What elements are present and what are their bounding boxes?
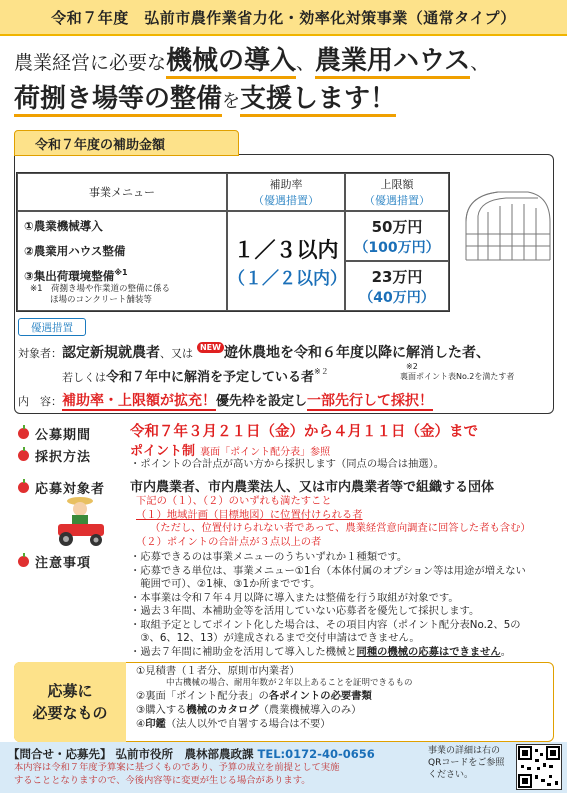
- headline-comma2: 、: [470, 52, 490, 74]
- required-item-1: ①見積書（１者分、原則市内業者）: [136, 665, 300, 677]
- table-limit-cell-1: [345, 211, 449, 261]
- note-last-a: ・過去７年間に補助金を活用して導入した機械と: [130, 645, 357, 658]
- note-item-last: [130, 646, 526, 660]
- apple-icon: [18, 556, 29, 567]
- notes-label-row: [18, 552, 91, 571]
- footer-tel[interactable]: TEL:0172-40-0656: [257, 747, 375, 761]
- required-label-2: 必要なもの: [32, 704, 108, 722]
- footer-contact: [8, 746, 375, 762]
- headline-line2: [14, 82, 396, 119]
- eligible-cond-head: 下記の（１）、（２）のいずれも満たすこと: [136, 495, 332, 507]
- target-idle-land: 遊休農地を令和６年度以降に解消した者、: [223, 345, 490, 361]
- note-item: ・本事業は令和７年４月以降に導入または整備を行う取組が対象です。: [130, 591, 459, 604]
- application-period: 令和７年３月２１日（金）から４月１１日（金）まで: [130, 424, 478, 440]
- footer-disclaimer-2: することとなりますので、今後内容等に変更が生じる場合があります。: [14, 774, 311, 786]
- target-label: 対象者：: [18, 347, 62, 360]
- required-item-3c: （農業機械導入のみ）: [258, 704, 362, 716]
- note-item: ・取組予定としてポイント化した場合は、その項目内容（ポイント配分表No.2、5の: [130, 618, 521, 631]
- subsidy-tab-label: 令和７年度の補助金額: [35, 137, 166, 153]
- headline-support: 支援します！: [240, 84, 396, 117]
- footer-qr-text-2: QRコードをご参照: [428, 758, 505, 768]
- label-method: 採択方法: [35, 450, 92, 465]
- note-item: ・過去３年間、本補助金等を活用していない応募者を優先して採択します。: [130, 605, 480, 617]
- headline-wo: を: [222, 91, 241, 112]
- headline-line1: [14, 46, 489, 78]
- eligible-main: 市内農業者、市内農業法人、又は市内農業者等で組織する団体: [130, 480, 495, 495]
- headline-facility: 荷捌き場等の整備: [14, 84, 222, 117]
- menu-note-1: ※1 荷捌き場や作業道の整備に係る: [30, 284, 171, 294]
- menu-item-facility: ③集出荷環境整備: [24, 269, 115, 283]
- table-rate-cell: [227, 211, 345, 311]
- required-item-4b: 印鑑: [145, 718, 166, 730]
- table-header-limit: [345, 173, 449, 211]
- note-item: 範囲で可）、②1棟、③1か所までです。: [130, 578, 321, 590]
- table-header-menu: [17, 173, 227, 211]
- note-item: ③、6、12、13）が達成されるまで交付申請はできません。: [130, 632, 420, 644]
- footer-disclaimer: [14, 762, 339, 787]
- required-item-4a: ④: [136, 718, 146, 730]
- footer-office: 弘前市役所 農林部農政課: [115, 747, 254, 761]
- header-menu-label: 事業メニュー: [89, 186, 155, 199]
- qr-code-icon[interactable]: [516, 744, 562, 790]
- apple-icon: [18, 428, 29, 439]
- required-list: [136, 664, 413, 731]
- headline-text: 農業経営に必要な: [14, 52, 167, 74]
- content-expanded: 補助率・上限額が拡充！: [62, 393, 216, 409]
- required-item-2b: 各ポイントの必要書類: [268, 690, 372, 702]
- rate-value: １／３以内: [233, 237, 339, 262]
- preferential-badge-label: 優遇措置: [31, 321, 73, 334]
- tractor-icon: [52, 494, 110, 548]
- header-limit-sub: （優遇措置）: [364, 194, 430, 207]
- required-label: [14, 662, 126, 742]
- content-line: [18, 390, 433, 410]
- footer-disclaimer-1: 本内容は令和７年度予算案に基づくものであり、予算の成立を前提として実施: [14, 762, 340, 773]
- target-mark: ※２: [314, 367, 329, 376]
- header-rate-sub: （優遇措置）: [253, 194, 319, 207]
- note-item: ・応募できる単位は、事業メニュー①1台（本体付属のオプション等は用途が増えない: [130, 564, 526, 577]
- rate-preferential: （１／２以内）: [228, 268, 347, 289]
- eligible-conditions: [136, 495, 531, 549]
- limit-value-2: 23万円: [371, 267, 423, 286]
- note-last-b: 同種の機械の応募はできません: [356, 645, 501, 658]
- label-period: 公募期間: [35, 428, 92, 443]
- limit-preferential-1: （100万円）: [354, 239, 440, 256]
- label-eligible: 応募対象者: [35, 482, 106, 497]
- subsidy-table: [16, 172, 450, 312]
- method-line: [130, 440, 330, 459]
- note-last-c: 。: [500, 645, 511, 658]
- apple-icon: [18, 450, 29, 461]
- content-label: 内 容：: [18, 395, 62, 408]
- new-badge: NEW: [197, 342, 224, 353]
- header-limit-label: 上限額: [380, 178, 414, 191]
- footer-qr-text-1: 事業の詳細は右の: [428, 746, 501, 756]
- label-notes: 注意事項: [35, 556, 92, 571]
- target-line-1: [18, 342, 490, 362]
- target-note-mark: ※2: [406, 362, 418, 371]
- eligible-cond-1: （１）地域計画（目標地図）に位置付けられる者: [136, 508, 363, 521]
- greenhouse-icon: [458, 182, 554, 266]
- eligible-cond-1-note: （ただし、位置付けられない者であって、農業経営意向調査に回答した者も含む）: [150, 522, 531, 534]
- required-label-1: 応募に: [47, 682, 93, 700]
- target-note-text: 裏面ポイント表No.2を満たす者: [400, 372, 515, 381]
- headline-comma: 、: [296, 52, 316, 74]
- footer-contact-label: 【問合せ・応募先】: [8, 747, 112, 761]
- method-point: ポイント制: [130, 444, 196, 459]
- note-item: ・応募できるのは事業メニューのうちいずれか１種類です。: [130, 551, 408, 563]
- headline-machine: 機械の導入: [166, 46, 296, 79]
- target-note: [400, 362, 514, 382]
- content-early: 一部先行して採択！: [307, 393, 434, 409]
- schedule-labels: [18, 424, 91, 465]
- limit-value-1: 50万円: [371, 217, 423, 236]
- required-item-3a: ③購入する: [136, 704, 187, 716]
- required-item-4c: （法人以外で自署する場合は不要）: [165, 718, 331, 730]
- target-new-farmer: 認定新規就農者: [62, 345, 160, 361]
- headline-house: 農業用ハウス: [315, 46, 470, 79]
- header-rate-label: 補助率: [269, 178, 303, 191]
- required-item-2a: ②裏面「ポイント配分表」の: [136, 690, 269, 702]
- method-note: ・ポイントの合計点が高い方から採択します（同点の場合は抽選）。: [130, 458, 445, 470]
- eligible-cond-2: （２）ポイントの合計点が３点以上の者: [136, 535, 322, 548]
- apple-icon: [18, 482, 29, 493]
- page-title: 令和７年度 弘前市農作業省力化・効率化対策事業（通常タイプ）: [0, 0, 567, 36]
- required-item-3b: 機械のカタログ: [186, 704, 259, 716]
- target-or: 、又は: [160, 347, 193, 360]
- target-planned: 令和７年中に解消を予定している者: [106, 370, 315, 385]
- method-ref: 裏面「ポイント配分表」参照: [200, 447, 331, 458]
- footer-qr-text: [428, 745, 504, 781]
- table-header-rate: [227, 173, 345, 211]
- required-item-1-note: 中古機械の場合、耐用年数が２年以上あることを証明できるもの: [166, 678, 413, 688]
- target-or2: 若しくは: [62, 371, 106, 384]
- menu-item-facility-mark: ※1: [114, 268, 128, 277]
- preferential-badge: [18, 318, 86, 336]
- footer-qr-text-3: ください。: [428, 770, 474, 780]
- limit-preferential-2: （40万円）: [359, 289, 435, 306]
- content-priority: 優先枠を設定し: [216, 394, 308, 409]
- table-menu-cell: [17, 211, 227, 311]
- table-limit-cell-2: [345, 261, 449, 311]
- target-line-2: [62, 366, 329, 385]
- menu-note-2: ほ場のコンクリート舗装等: [50, 295, 152, 305]
- subsidy-tab: [14, 130, 239, 156]
- menu-item-house: ②農業用ハウス整備: [24, 244, 126, 258]
- menu-item-machine: ①農業機械導入: [24, 219, 103, 233]
- notes-list: [130, 551, 526, 659]
